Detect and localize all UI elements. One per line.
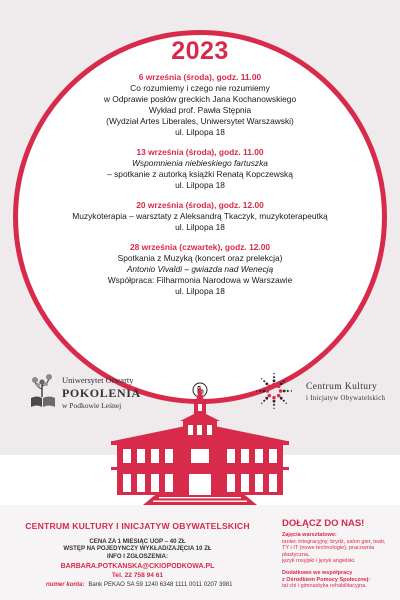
event-line: – spotkanie z autorką książki Renatą Kopczewską	[107, 169, 293, 179]
footer-info-line: INFO I ZGŁOSZENIA:	[107, 552, 168, 560]
event-item	[40, 72, 360, 138]
event-line: Wykład prof. Pawła Stępnia	[148, 105, 252, 115]
account-number: Bank PEKAO SA 59 1240 6348 1111 0011 0207 3981	[88, 581, 233, 588]
ckio-logo-line1: Centrum Kultury	[306, 382, 378, 392]
partner-line: tai chi i gimnastyka rehabilitacyjna.	[282, 583, 367, 590]
event-line: (Wydział Artes Liberales, Uniwersytet Warszawski)	[106, 116, 294, 126]
event-date: 13 września (środa), godz. 11.00	[136, 147, 264, 157]
footer-title: CENTRUM KULTURY I INICJATYW OBYWATELSKICH	[25, 521, 250, 531]
event-line: Co rozumiemy i czego nie rozumiemy	[130, 83, 270, 93]
building-illustration	[95, 383, 305, 505]
event-line: Spotkania z Muzyką (koncert oraz prelekcja)	[117, 253, 283, 263]
event-item	[40, 147, 360, 191]
event-date: 6 września (środa), godz. 11.00	[138, 72, 262, 82]
ckio-logo-line2: i Inicjatyw Obywatelskich	[306, 395, 386, 402]
event-line: ul. Lilpopa 18	[175, 222, 225, 232]
footer-info-line: CENA ZA 1 MIESIĄC UOP – 40 ZŁ	[89, 538, 186, 545]
footer-info	[10, 538, 265, 560]
join-section	[282, 518, 397, 590]
uop-logo-line1: Uniwersytet Otwarty	[62, 375, 134, 385]
event-line: ul. Lilpopa 18	[175, 286, 225, 296]
workshops-line: taniec integracyjny, brydż, salon gier, teatr,	[282, 538, 386, 545]
event-list	[40, 72, 360, 306]
event-line: Antonio Vivaldi – gwiazda nad Wenecją	[126, 264, 274, 274]
partner-heading: z Ośrodkiem Pomocy Społecznej:	[282, 576, 371, 583]
event-date: 20 września (środa), godz. 12.00	[136, 200, 264, 210]
event-item	[40, 242, 360, 297]
workshops-line: język rosyjski i język angielski.	[282, 558, 356, 565]
event-line: Współpraca: Filharmonia Narodowa w Warszawie	[107, 275, 293, 285]
event-line: Wspomnienia niebieskiego fartuszka	[132, 158, 268, 168]
event-line: w Odprawie posłów greckich Jana Kochanowskiego	[103, 94, 297, 104]
uop-logo-line2: POKOLENIA	[62, 386, 141, 400]
workshops-heading: Zajęcia warsztatowe:	[282, 532, 337, 538]
footer-email-link[interactable]: BARBARA.POTKANSKA@CKIOPODKOWA.PL	[60, 563, 215, 570]
event-date: 28 września (czwartek), godz. 12.00	[129, 242, 271, 252]
event-line: ul. Lilpopa 18	[175, 180, 225, 190]
account-label: numer konta:	[46, 581, 85, 588]
footer-account	[46, 581, 233, 588]
event-line: Muzykoterapia – warsztaty z Aleksandrą Tkaczyk, muzykoterapeutką	[72, 211, 328, 221]
footer-phone: Tel. 22 758 94 61	[111, 572, 164, 579]
book-tree-icon	[26, 372, 60, 412]
join-title: DOŁĄCZ DO NAS!	[282, 518, 365, 529]
workshops-line: TY i IT (nowe technologie), pracownia plastyczna,	[282, 545, 375, 558]
poster-year: 2023	[171, 37, 229, 65]
uop-logo-line3: w Podkowie Leśnej	[62, 401, 122, 410]
event-line: ul. Lilpopa 18	[175, 127, 225, 137]
event-item	[40, 200, 360, 233]
footer-info-line: WSTĘP NA POJEDYNCZY WYKŁAD/ZAJĘCIA 10 ZŁ	[63, 545, 212, 553]
partner-heading: Dodatkowo we współpracy	[282, 569, 353, 576]
